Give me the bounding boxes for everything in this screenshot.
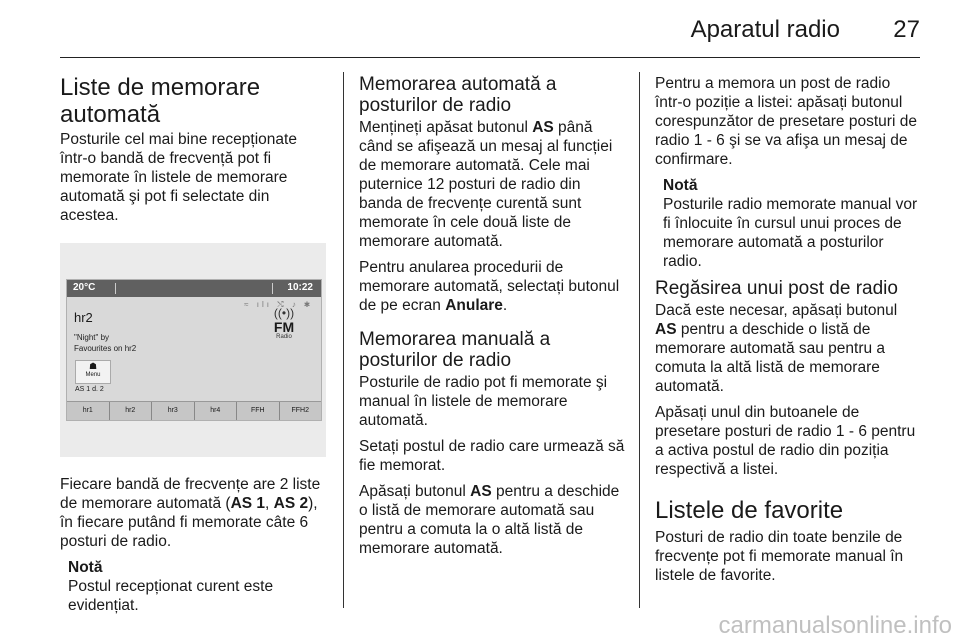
radio-screen-illustration (60, 243, 326, 457)
as1-label: AS 1 (230, 495, 266, 512)
cancel-button-label: Anulare (445, 297, 503, 314)
paragraph: Posturi de radio din toate benzile de frecvențe pot fi memorate manual în listele de favorite. (655, 529, 904, 584)
preset-button[interactable]: hr2 (109, 402, 152, 420)
note-block (68, 558, 326, 615)
note-text: Posturile radio memorate manual vor fi înlocuite în cursul unui proces de memorare automată a posturilor radio. (663, 196, 918, 270)
heading-retrieve-station: Regăsirea unui post de radio (655, 278, 898, 299)
text-run: Dacă este necesar, apăsați butonul (655, 302, 898, 319)
text-run: Apăsați butonul (359, 483, 471, 500)
column-divider (343, 72, 344, 608)
temperature-readout: 20°C (73, 282, 96, 293)
watermark: carmanualsonline.info (718, 612, 952, 639)
paragraph: Posturile de radio pot fi memorate şi manual în listele de memorare automată. (359, 374, 608, 429)
paragraph (655, 301, 921, 396)
text-run: Mențineți apăsat butonul (359, 119, 533, 136)
infotainment-screen (66, 279, 322, 421)
fm-label: FM (273, 319, 295, 335)
paragraph: Apăsați unul din butoanele de presetare posturi de radio 1 - 6 pentru a activa postul de radio din poziția respectivă a listei. (655, 404, 916, 478)
note-title: Notă (68, 559, 103, 576)
page-header (60, 0, 920, 56)
paragraph (359, 258, 625, 315)
autostore-list-label: AS 1 d. 2 (75, 386, 104, 393)
preset-button[interactable]: hr1 (82, 407, 93, 414)
page-number: 27 (893, 16, 920, 43)
text-run: pentru a deschide o listă de memorare automată sau pentru a comuta la o altă listă de memorare automată. (359, 483, 620, 557)
text-run: ), în fiecare putând fi memorate câte 6 posturi de radio. (60, 495, 318, 550)
paragraph (359, 482, 625, 558)
text-run: . (502, 297, 508, 314)
text-run: pentru a deschide o listă de memorare automată sau pentru a comuta la altă listă de memorare automată. (655, 321, 886, 395)
paragraph: Setați postul de radio care urmează să fie memorat. (359, 438, 625, 474)
station-name: hr2 (74, 310, 93, 325)
menu-button[interactable] (75, 360, 111, 384)
heading-favourites: Listele de favorite (655, 497, 844, 524)
column-left (60, 74, 326, 622)
menu-icon: ☗ (88, 361, 98, 371)
preset-bar (67, 401, 321, 420)
paragraph: Posturile cel mai bine recepționate într-o bandă de frecvență pot fi memorate în listele de memorare automată şi pot fi selectate din acestea. (60, 131, 297, 224)
heading-auto-store-lists: Liste de memorare automată (60, 74, 261, 128)
preset-button[interactable]: FFH (236, 402, 279, 420)
as2-label: AS 2 (273, 495, 309, 512)
preset-button[interactable]: FFH2 (279, 402, 322, 420)
note-title: Notă (663, 177, 698, 194)
text-run: până când se afişează un mesaj al funcției de memorare automată. Cele mai puternice 12 posturi de radio din banda de frecvențe curentă sunt memorate în cele două liste de memorare automată. (359, 119, 613, 250)
status-icons: ≈ ılı ⤭ ♪ ✱ (244, 300, 313, 309)
divider (272, 283, 273, 294)
menu-label: Menu (85, 372, 101, 378)
column-divider (639, 72, 640, 608)
clock-readout: 10:22 (287, 282, 313, 293)
as-button-label: AS (470, 483, 492, 500)
preset-button[interactable]: hr3 (151, 402, 194, 420)
paragraph (359, 118, 625, 251)
paragraph (60, 475, 326, 551)
fm-sub-label: Radio (276, 334, 292, 340)
song-line: Favourites on hr2 (74, 344, 137, 353)
header-title: Aparatul radio (690, 16, 840, 43)
preset-button[interactable]: hr4 (194, 402, 237, 420)
text-run: , (265, 495, 274, 512)
column-right (655, 74, 921, 592)
text-run: Fiecare bandă de frecvențe are 2 liste de memorare automată ( (60, 476, 321, 512)
as-button-label: AS (655, 321, 677, 338)
note-block (663, 176, 921, 271)
broadcast-icon: ((•)) (273, 306, 295, 320)
as-button-label: AS (532, 119, 554, 136)
heading-manual-store: Memorarea manuală a posturilor de radio (359, 329, 551, 371)
song-info (74, 332, 136, 354)
column-middle (359, 74, 625, 565)
header-rule (60, 57, 920, 58)
text-run: Pentru anularea procedurii de memorare automată, selectați butonul de pe ecran (359, 259, 620, 314)
song-line: "Night" by (74, 333, 110, 342)
paragraph: Pentru a memora un post de radio într-o poziție a listei: apăsați butonul corespunzător de presetare posturi de radio 1 - 6 şi se va afişa un mesaj de confirmare. (655, 75, 917, 168)
screen-top-bar (67, 280, 321, 297)
heading-auto-store: Memorarea automată a posturilor de radio (359, 74, 557, 116)
divider (115, 283, 116, 294)
note-text: Postul recepționat curent este evidențiat. (68, 578, 274, 614)
fm-source-button[interactable] (269, 306, 299, 340)
